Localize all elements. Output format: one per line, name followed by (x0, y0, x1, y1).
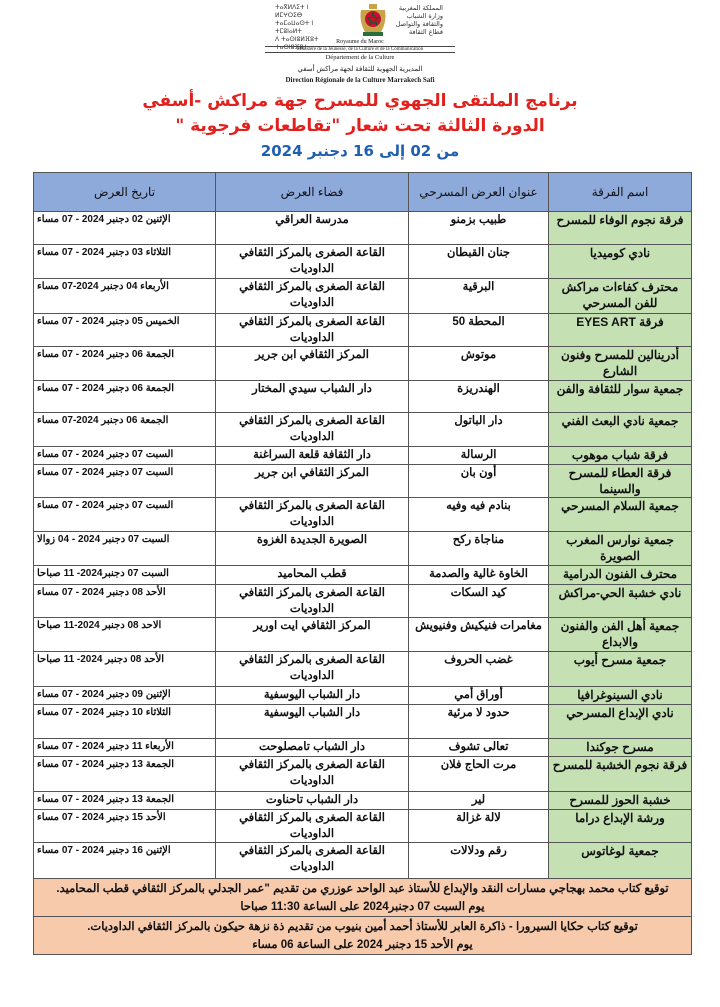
troupe-name: جمعية السلام المسرحي (549, 498, 692, 532)
troupe-name: نادي الإبداع المسرحي (549, 705, 692, 739)
troupe-name: فرقة EYES ART (549, 314, 692, 347)
venue: قطب المحاميد (216, 566, 409, 585)
table-row (34, 566, 692, 585)
show-date: الأحد 08 دجنبر 2024- 11 صباحا (34, 652, 216, 687)
show-date: الخميس 05 دجنبر 2024 - 07 مساء (34, 314, 216, 347)
edition-slogan: الدورة الثالثة تحت شعار "تقاطعات فرجوية " (175, 116, 545, 136)
troupe-name: جمعية نوارس المغرب الصويرة (549, 532, 692, 566)
venue: القاعة الصغرى بالمركز الثقافي الداوديات (216, 245, 409, 279)
venue: القاعة الصغرى بالمركز الثقافي الداوديات (216, 498, 409, 532)
troupe-name: خشبة الحوز للمسرح (549, 792, 692, 810)
table-row (34, 810, 692, 843)
venue: القاعة الصغرى بالمركز الثقافي الداوديات (216, 652, 409, 687)
table-row (34, 347, 692, 381)
show-title: رقم ودلالات (409, 843, 549, 879)
show-title: غضب الحروف (409, 652, 549, 687)
venue: القاعة الصغرى بالمركز الثقافي الداوديات (216, 757, 409, 792)
venue: القاعة الصغرى بالمركز الثقافي الداوديات (216, 585, 409, 618)
table-row (34, 279, 692, 314)
show-date: السبت 07 دجنبر 2024 - 07 مساء (34, 465, 216, 498)
show-date: الجمعة 06 دجنبر 2024-07 مساء (34, 413, 216, 447)
troupe-name: محترف الفنون الدرامية (549, 566, 692, 585)
table-row (34, 498, 692, 532)
book-signing-note (34, 879, 692, 917)
table-row (34, 652, 692, 687)
program-title: برنامج الملتقى الجهوي للمسرح جهة مراكش -أسفي (142, 91, 578, 111)
troupe-name: نادي خشبة الحي-مراكش (549, 585, 692, 618)
troupe-name: جمعية لوغاتوس (549, 843, 692, 879)
tifinagh-line: ⴷ ⵜⴰⵙⵏⵓⵍⴼⵓⵜ (275, 36, 319, 43)
table-row (34, 314, 692, 347)
note-line: توقيع كتاب محمد بهجاجي مسارات النقد والإبداع للأستاذ عبد الواحد عوزري من تقديم "عمر الجدلي بالمركز الثقافي قطب المحاميد. (56, 882, 669, 895)
show-title: مرت الحاج فلان (409, 757, 549, 792)
show-title: أون بان (409, 465, 549, 498)
venue: القاعة الصغرى بالمركز الثقافي الداوديات (216, 279, 409, 314)
show-date: الإثنين 02 دجنبر 2024 - 07 مساء (34, 212, 216, 245)
date-range: من 02 إلى 16 دجنبر 2024 (260, 142, 460, 160)
show-title: حدود لا مرئية (409, 705, 549, 739)
venue: الصويرة الجديدة الغزوة (216, 532, 409, 566)
troupe-name: مسرح جوكندا (549, 739, 692, 757)
show-title: الرسالة (409, 447, 549, 465)
troupe-name: فرقة شباب موهوب (549, 447, 692, 465)
venue: المركز الثقافي ابن جرير (216, 465, 409, 498)
troupe-name: جمعية مسرح أيوب (549, 652, 692, 687)
arabic-ministry-line: المملكة المغربية (398, 4, 443, 12)
show-date: الأحد 08 دجنبر 2024 - 07 مساء (34, 585, 216, 618)
venue: المركز الثقافي ابن جرير (216, 347, 409, 381)
show-date: الجمعة 13 دجنبر 2024 - 07 مساء (34, 792, 216, 810)
table-header-row (34, 173, 692, 212)
venue: القاعة الصغرى بالمركز الثقافي الداوديات (216, 843, 409, 879)
table-row (34, 413, 692, 447)
note-line: توقيع كتاب حكايا السيرورا - ذاكرة العابر للأستاذ أحمد أمين بنيوب من تقديم ذة نزهة حيكون بالمركز الثقافي الداوديات. (87, 920, 638, 933)
table-row (34, 447, 692, 465)
table-row (34, 532, 692, 566)
venue: دار الشباب اليوسفية (216, 687, 409, 705)
table-row (34, 585, 692, 618)
show-date: الثلاثاء 03 دجنبر 2024 - 07 مساء (34, 245, 216, 279)
table-row (34, 757, 692, 792)
show-date: الجمعة 06 دجنبر 2024 - 07 مساء (34, 347, 216, 381)
show-title: مناجاة ركح (409, 532, 549, 566)
table-row (34, 245, 692, 279)
venue: دار الشباب تامصلوحت (216, 739, 409, 757)
arabic-ministry-line: والثقافة والتواصل (395, 20, 443, 28)
tifinagh-line: ⵜⴰⵎⴰⵡⴰⵙⵜ ⵏ ⵜⵎⵓⵏⴰⵍⵜ (275, 20, 314, 35)
department-label: Département de la Culture (325, 54, 395, 61)
show-date: السبت 07 دجنبر 2024 - 07 مساء (34, 447, 216, 465)
venue: مدرسة العراقي (216, 212, 409, 245)
troupe-name: فرقة نجوم الخشبة للمسرح (549, 757, 692, 792)
note-line: يوم الأحد 15 دجنبر 2024 على الساعة 06 مساء (252, 938, 473, 951)
header-date: تاريخ العرض (34, 173, 216, 212)
note-line: يوم السبت 07 دجنبر2024 على الساعة 11:30 صباحا (240, 900, 485, 913)
troupe-name: نادي كوميديا (549, 245, 692, 279)
header-show-title: عنوان العرض المسرحي (409, 173, 549, 212)
show-title: موتوش (409, 347, 549, 381)
venue: دار الشباب سيدي المختار (216, 381, 409, 413)
book-signing-note (34, 917, 692, 955)
regional-direction-french: Direction Régionale de la Culture Marrakech Safi (285, 76, 435, 84)
show-title: الخاوة غالية والصدمة (409, 566, 549, 585)
program-table (33, 172, 692, 955)
troupe-name: نادي السينوغرافيا (549, 687, 692, 705)
show-title: كيد السكات (409, 585, 549, 618)
table-row (34, 618, 692, 652)
show-title: بنادم فيه وفيه (409, 498, 549, 532)
venue: المركز الثقافي ايت اورير (216, 618, 409, 652)
table-row (34, 843, 692, 879)
book-signing-note-row (34, 879, 692, 917)
show-date: السبت 07 دجنبر2024- 11 صباحا (34, 566, 216, 585)
show-date: الإثنين 09 دجنبر 2024 - 07 مساء (34, 687, 216, 705)
table-row (34, 792, 692, 810)
table-row (34, 212, 692, 245)
show-date: الجمعة 13 دجنبر 2024 - 07 مساء (34, 757, 216, 792)
troupe-name: جمعية أهل الفن والفنون والابداع (549, 618, 692, 652)
show-title: البرقية (409, 279, 549, 314)
show-title: طبيب بزمنو (409, 212, 549, 245)
table-row (34, 687, 692, 705)
kingdom-label: Royaume du Maroc (336, 39, 384, 45)
arabic-ministry-name (383, 4, 443, 36)
tifinagh-line: ⵜⴰⴳⵍⴷⵉⵜ ⵏ ⵍⵎⵖⵔⵉⴱ (275, 4, 309, 19)
show-date: الأربعاء 04 دجنبر 2024-07 مساء (34, 279, 216, 314)
show-date: الأربعاء 11 دجنبر 2024 - 07 مساء (34, 739, 216, 757)
regional-direction-arabic: المديرية الجهوية للثقافة لجهة مراكش أسفي (297, 65, 423, 73)
venue: القاعة الصغرى بالمركز الثقافي الداوديات (216, 413, 409, 447)
show-date: الأحد 15 دجنبر 2024 - 07 مساء (34, 810, 216, 843)
tifinagh-line: ⵜⴰⵙⵏⵓⴼⵓⵜ (275, 44, 309, 51)
show-title: جنان القبطان (409, 245, 549, 279)
book-signing-note-row (34, 917, 692, 955)
ministry-logo (265, 2, 455, 88)
show-date: الاحد 08 دجنبر 2024-11 صباحا (34, 618, 216, 652)
ministry-label: Ministère de la Jeunesse, de la Culture et de la Communication (265, 46, 455, 53)
table-row (34, 465, 692, 498)
table-row (34, 705, 692, 739)
show-title: المحطة 50 (409, 314, 549, 347)
troupe-name: فرقة العطاء للمسرح والسينما (549, 465, 692, 498)
show-title: دار الباتول (409, 413, 549, 447)
troupe-name: جمعية نادي البعث الفني (549, 413, 692, 447)
troupe-name: أدرينالين للمسرح وفنون الشارع (549, 347, 692, 381)
show-date: السبت 07 دجنبر 2024 - 04 زوالا (34, 532, 216, 566)
table-row (34, 381, 692, 413)
show-date: السبت 07 دجنبر 2024 - 07 مساء (34, 498, 216, 532)
arabic-ministry-line: قطاع الثقافة (409, 28, 443, 36)
show-title: مغامرات فنيكيش وفنيويش (409, 618, 549, 652)
venue: دار الشباب تاحناوت (216, 792, 409, 810)
venue: القاعة الصغرى بالمركز الثقافي الداوديات (216, 810, 409, 843)
troupe-name: فرقة نجوم الوفاء للمسرح (549, 212, 692, 245)
show-title: لير (409, 792, 549, 810)
venue: دار الشباب اليوسفية (216, 705, 409, 739)
header-venue: فضاء العرض (216, 173, 409, 212)
venue: القاعة الصغرى بالمركز الثقافي الداوديات (216, 314, 409, 347)
show-date: الإثنين 16 دجنبر 2024 - 07 مساء (34, 843, 216, 879)
show-title: أوراق أمي (409, 687, 549, 705)
show-title: تعالى تشوف (409, 739, 549, 757)
header-troupe: اسم الفرقة (549, 173, 692, 212)
table-row (34, 739, 692, 757)
venue: دار الثقافة قلعة السراغنة (216, 447, 409, 465)
show-title: الهندريزة (409, 381, 549, 413)
troupe-name: محترف كفاءات مراكش للفن المسرحي (549, 279, 692, 314)
troupe-name: ورشة الإبداع دراما (549, 810, 692, 843)
show-date: الثلاثاء 10 دجنبر 2024 - 07 مساء (34, 705, 216, 739)
troupe-name: جمعية سوار للثقافة والفن (549, 381, 692, 413)
show-date: الجمعة 06 دجنبر 2024 - 07 مساء (34, 381, 216, 413)
show-title: لالة غزالة (409, 810, 549, 843)
arabic-ministry-line: وزارة الشباب (406, 12, 443, 20)
